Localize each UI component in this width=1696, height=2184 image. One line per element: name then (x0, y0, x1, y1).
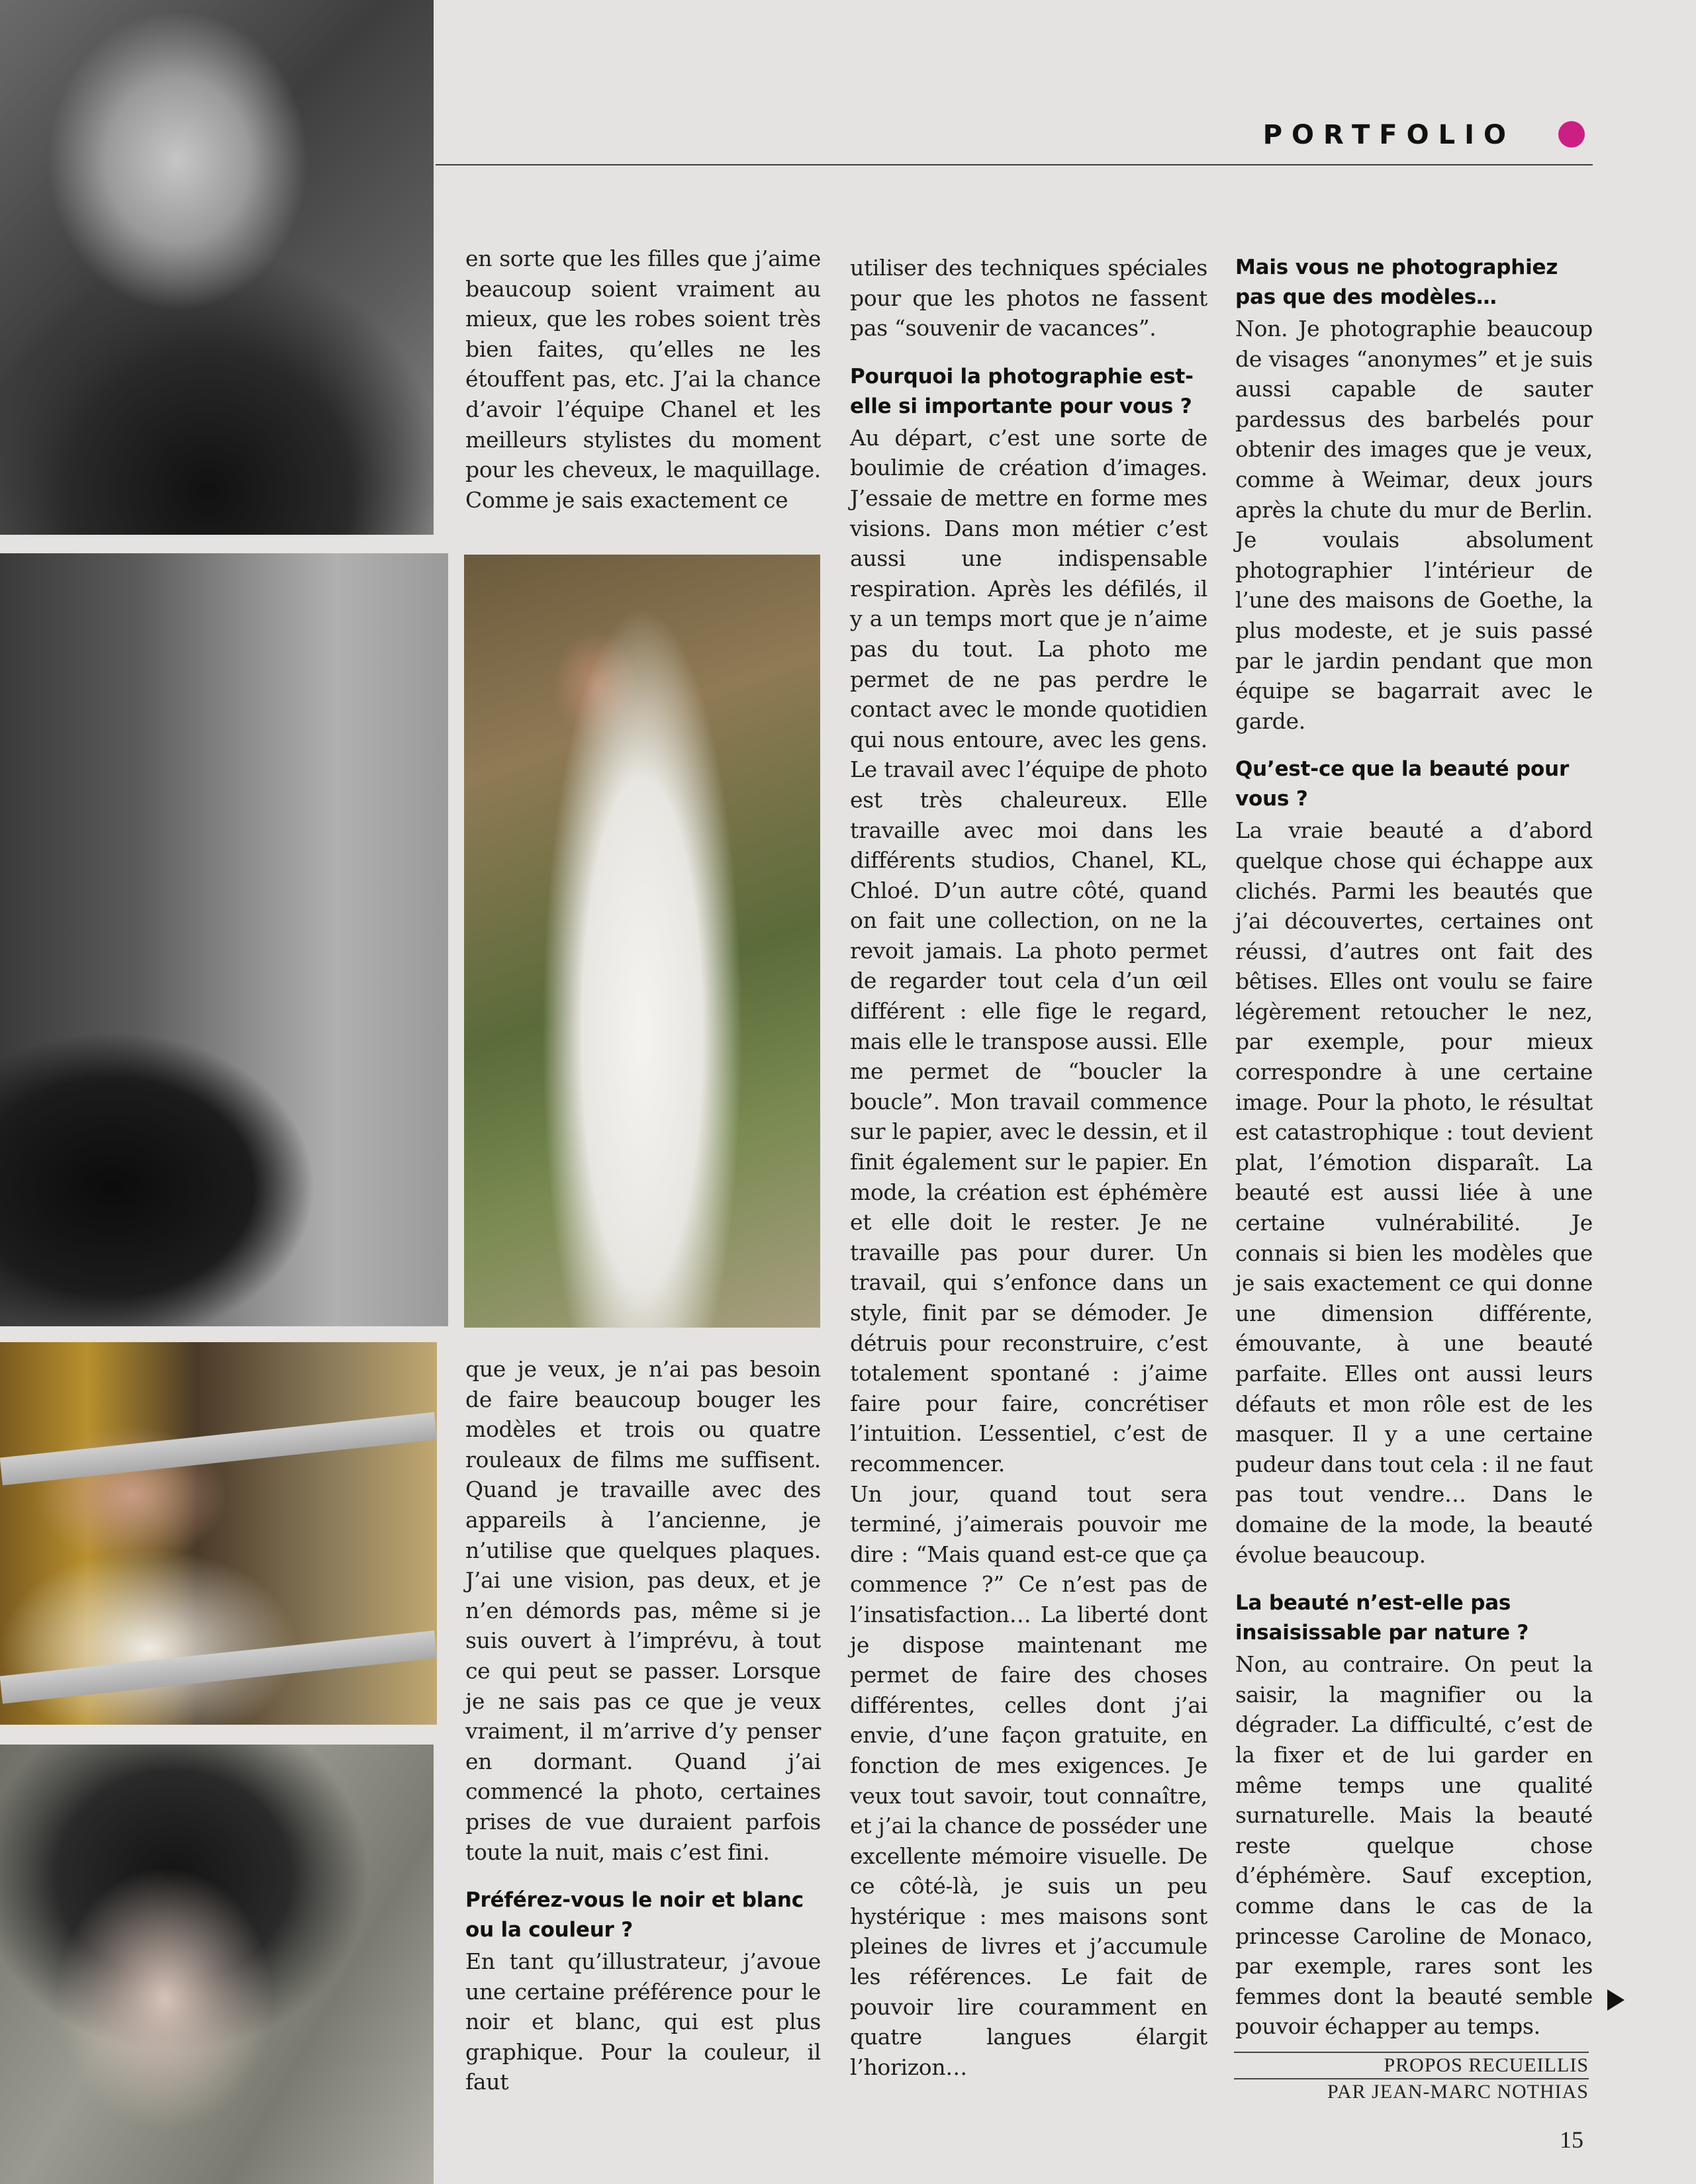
photo-tuxedo-sleeve-bw (0, 553, 448, 1326)
column-1-top (465, 244, 821, 515)
question-heading: La beauté n’est-elle pas insaisissable par nature ? (1235, 1591, 1529, 1645)
column-2 (850, 253, 1207, 2082)
question-heading: Préférez-vous le noir et blanc ou la couleur ? (465, 1888, 804, 1942)
triangle-right-icon (1607, 1989, 1625, 2011)
interview-credit (1234, 2052, 1589, 2105)
paragraph: En tant qu’illustrateur, j’avoue une certaine préférence pour le noir et blanc, qui est plus graphique. Pour la couleur, il faut (465, 1948, 821, 2095)
paragraph: Non. Je photographie beaucoup de visages “anonymes” et je suis aussi capable de sauter pardessus des barbelés pour obtenir des images que je veux, comme à Weimar, deux jours après la chute du mur de Berlin. Je voulais absolument photographier l’intérieur de l’une des maisons de Goethe, la plus modeste, et je suis passé par le jardin pendant que mon équipe se bagarrait avec le garde. (1235, 316, 1593, 734)
header-rule (436, 164, 1593, 165)
photo-portrait-wavy-hair-bw (0, 0, 434, 535)
photo-black-hat-model-color (0, 1342, 437, 1725)
question-heading: Mais vous ne photographiez pas que des modèles… (1235, 255, 1558, 309)
photo-dark-hair-model-bw (0, 1745, 434, 2184)
magenta-dot-icon (1558, 121, 1585, 148)
credit-line-1: PROPOS RECUEILLIS (1384, 2054, 1589, 2076)
page-number: 15 (1560, 2126, 1583, 2153)
question-heading: Qu’est-ce que la beauté pour vous ? (1235, 757, 1570, 811)
column-1-bottom (465, 1354, 821, 2097)
paragraph: Au départ, c’est une sorte de boulimie de création d’images. J’essaie de mettre en forme mes visions. Dans mon métier c’est aussi une indispensable respiration. Après les défilés, il y a un temps mort que je n’aime pas du tout. La photo me permet de ne pas perdre le contact avec le monde quotidien qui nous entoure, avec les gens. Le travail avec l’équipe de photo est très chaleureux. Elle travaille avec moi dans les différents studios, Chanel, KL, Chloé. D’un autre côté, quand on fait une collection, on ne la revoit jamais. La photo permet de regarder tout cela d’un œil différent : elle fige le regard, mais elle le transpose aussi. Elle me permet de “boucler la boucle”. Mon travail commence sur le papier, avec le dessin, et il finit également sur le papier. En mode, la création est éphémère et elle doit le rester. Je ne travaille pas pour durer. Un travail, qui s’enfonce dans un style, finit par se démoder. Je détruis pour reconstruire, c’est totalement spontané : j’aime faire pour faire, concrétiser l’intuition. L’essentiel, c’est de recommencer. (850, 424, 1207, 1477)
question-heading: Pourquoi la photographie est-elle si importante pour vous ? (850, 364, 1194, 418)
paragraph: Non, au contraire. On peut la saisir, la magnifier ou la dégrader. La difficulté, c’est de la fixer et de lui garder en même temps une qualité surnaturelle. Mais la beauté reste quelque chose d’éphémère. Sauf exception, comme dans le cas de la princesse Caroline de Monaco, par exemple, rares sont les femmes dont la beauté semble pouvoir échapper au temps. (1235, 1651, 1593, 2040)
credit-line-2: PAR JEAN-MARC NOTHIAS (1327, 2081, 1589, 2103)
paragraph: que je veux, je n’ai pas besoin de faire beaucoup bouger les modèles et trois ou quatre rouleaux de films me suffisent. Quand je travaille avec des appareils à l’ancienne, je n’utilise que quelques plaques. J’ai une vision, pas deux, et je n’en démords pas, même si je suis ouvert à l’imprévu, à tout ce qui peut se passer. Lorsque je ne sais pas ce que je veux vraiment, il m’arrive d’y penser en dormant. Quand j’ai commencé la photo, certaines prises de vue duraient parfois toute la nuit, mais c’est fini. (465, 1356, 821, 1865)
paragraph: en sorte que les filles que j’aime beaucoup soient vraiment au mieux, que les robes soient très bien faites, qu’elles ne les étouffent pas, etc. J’ai la chance d’avoir l’équipe Chanel et les meilleurs stylistes du moment pour les cheveux, le maquillage. Comme je sais exactement ce (465, 246, 821, 513)
photo-white-dress-model-color (464, 555, 820, 1328)
paragraph: utiliser des techniques spéciales pour que les photos ne fassent pas “souvenir de vacances”. (850, 255, 1207, 341)
section-label: PORTFOLIO (1262, 120, 1515, 150)
paragraph: La vraie beauté a d’abord quelque chose qui échappe aux clichés. Parmi les beautés que j’ai découvertes, certaines ont réussi, d’autres ont fait des bêtises. Elles ont voulu se faire légèrement retoucher le nez, par exemple, pour mieux correspondre à une certaine image. Pour la photo, le résultat est catastrophique : tout devient plat, l’émotion disparaît. La beauté est aussi liée à une certaine vulnérabilité. Je connais si bien les modèles que je sais exactement ce qui donne une dimension différente, émouvante, à une beauté parfaite. Elles ont aussi leurs défauts et mon rôle est de les masquer. Il y a une certaine pudeur dans tout cela : il ne faut pas tout vendre… Dans le domaine de la mode, la beauté évolue beaucoup. (1235, 817, 1593, 1568)
paragraph: Un jour, quand tout sera terminé, j’aimerais pouvoir me dire : “Mais quand est-ce que ça commence ?” Ce n’est pas de l’insatisfaction… La liberté dont je dispose maintenant me permet de faire des choses différentes, celles dont j’ai envie, d’une façon gratuite, en fonction de mes exigences. Je veux tout savoir, tout connaître, et j’ai la chance de posséder une excellente mémoire visuelle. De ce côté-là, je suis un peu hystérique : mes maisons sont pleines de livres et j’accumule les références. Le fait de pouvoir lire couramment en quatre langues élargit l’horizon… (850, 1480, 1207, 2080)
column-3 (1235, 253, 1593, 2042)
